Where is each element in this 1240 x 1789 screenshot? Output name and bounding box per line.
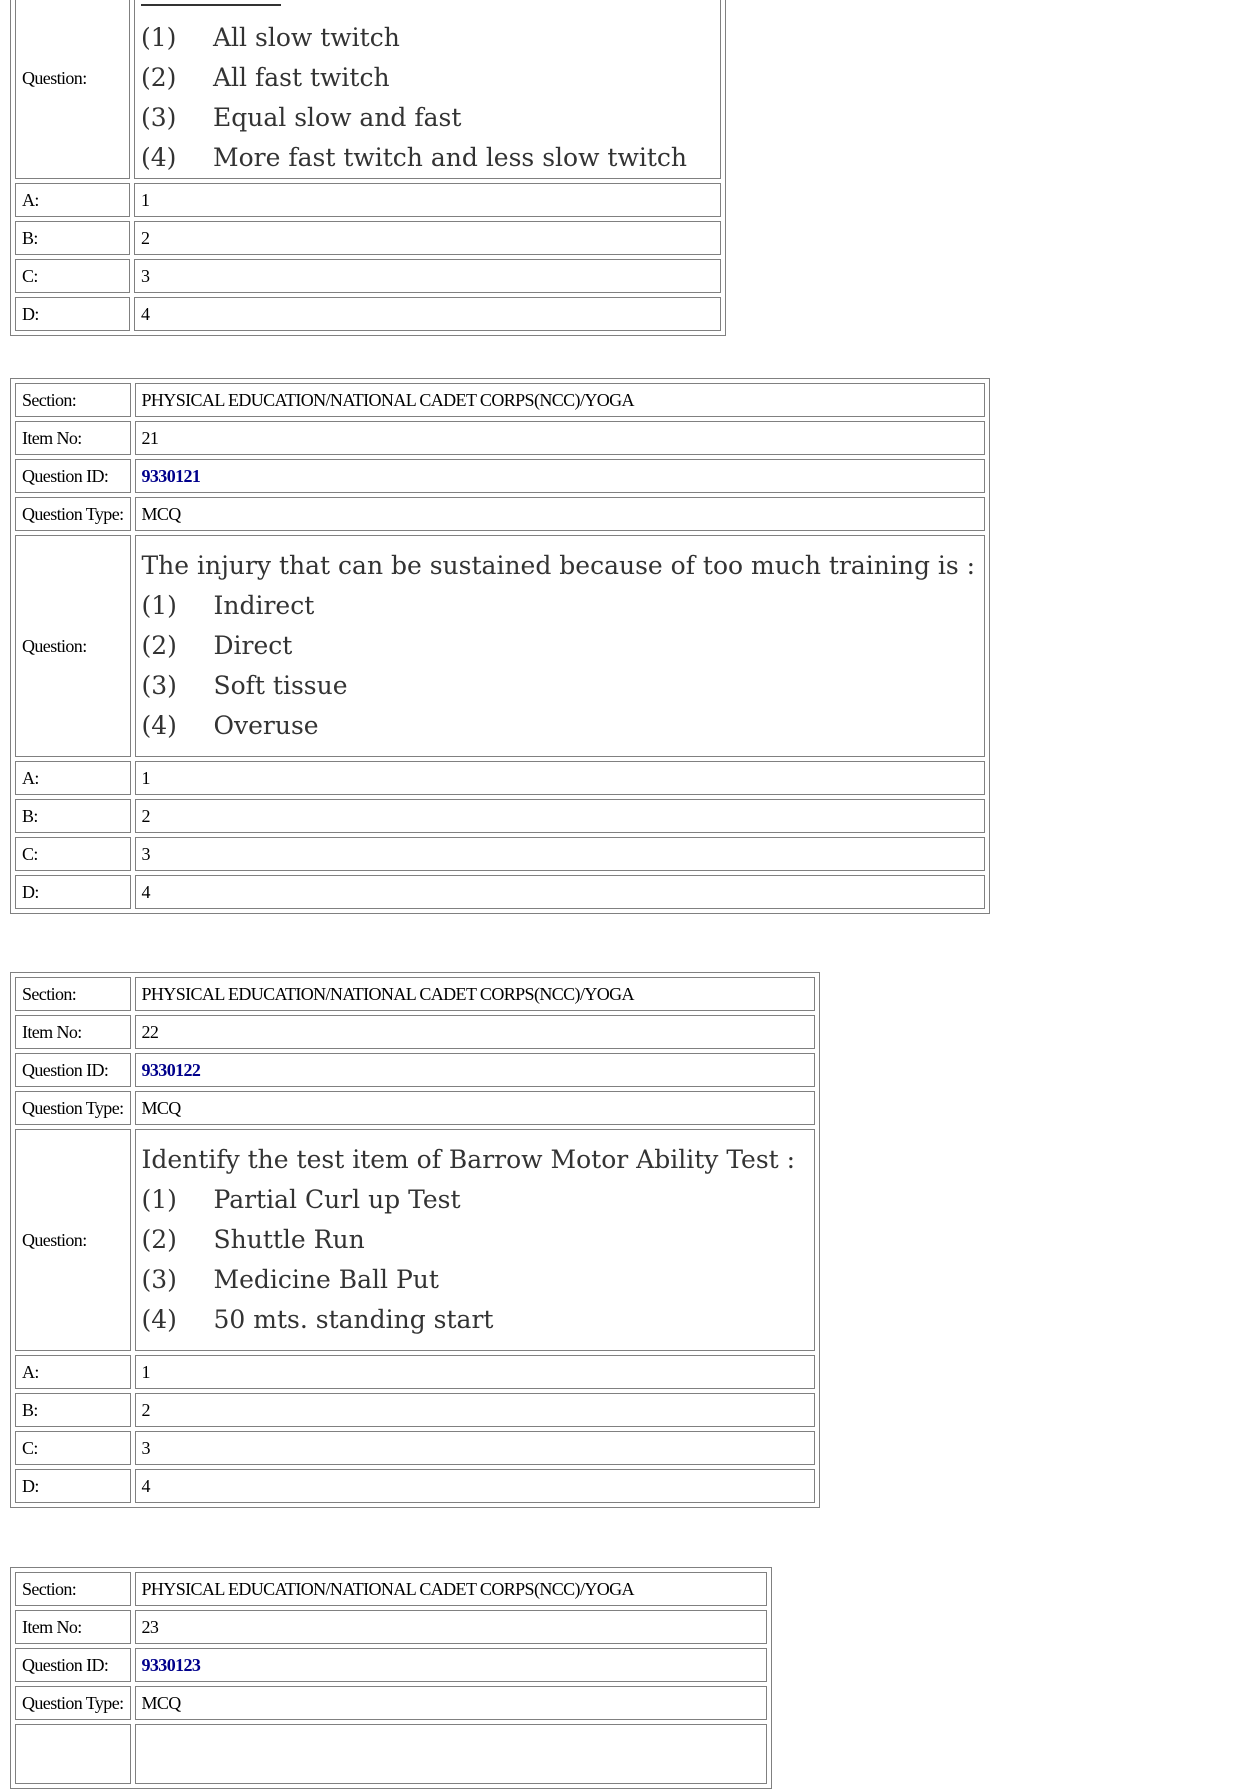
option-3: (3) Soft tissue <box>141 671 348 700</box>
question-id-label: Question ID: <box>15 459 131 493</box>
question-type-value: MCQ <box>135 1686 768 1720</box>
question-card-0 <box>10 0 726 336</box>
question-type-value: MCQ <box>135 497 986 531</box>
answer-d-value: 4 <box>135 875 986 909</box>
answer-d-value: 4 <box>135 1469 816 1503</box>
section-value: PHYSICAL EDUCATION/NATIONAL CADET CORPS(NCC)/YOGA <box>135 1572 768 1606</box>
section-value: PHYSICAL EDUCATION/NATIONAL CADET CORPS(NCC)/YOGA <box>135 977 816 1011</box>
question-card-21 <box>10 378 990 914</box>
question-id-label: Question ID: <box>15 1053 131 1087</box>
question-card-23 <box>10 1567 772 1789</box>
answer-b-value: 2 <box>134 221 721 255</box>
option-4: (4) Overuse <box>141 711 319 740</box>
answer-c-label: C: <box>15 259 130 293</box>
question-id-value: 9330123 <box>135 1648 768 1682</box>
item-no-value: 21 <box>135 421 986 455</box>
section-label: Section: <box>15 1572 131 1606</box>
option-1: (1) All slow twitch <box>141 23 400 52</box>
question-text: The injury that can be sustained because of too much training is : <box>141 551 976 580</box>
answer-a-label: A: <box>15 183 130 217</box>
item-no-label: Item No: <box>15 1015 131 1049</box>
answer-d-label: D: <box>15 875 131 909</box>
item-no-label: Item No: <box>15 421 131 455</box>
question-text-cut <box>141 0 714 18</box>
question-type-label: Question Type: <box>15 1091 131 1125</box>
question-type-label: Question Type: <box>15 497 131 531</box>
question-body-cut <box>135 1724 768 1784</box>
section-label: Section: <box>15 977 131 1011</box>
item-no-value: 23 <box>135 1610 768 1644</box>
question-body <box>135 535 986 757</box>
section-label: Section: <box>15 383 131 417</box>
option-4: (4) More fast twitch and less slow twitch <box>141 143 688 172</box>
option-2: (2) All fast twitch <box>141 63 390 92</box>
question-id-value: 9330122 <box>135 1053 816 1087</box>
answer-b-value: 2 <box>135 799 986 833</box>
answer-b-label: B: <box>15 799 131 833</box>
answer-b-value: 2 <box>135 1393 816 1427</box>
answer-a-value: 1 <box>135 761 986 795</box>
section-value: PHYSICAL EDUCATION/NATIONAL CADET CORPS(NCC)/YOGA <box>135 383 986 417</box>
option-1: (1) Partial Curl up Test <box>141 1185 461 1214</box>
question-type-label: Question Type: <box>15 1686 131 1720</box>
option-4: (4) 50 mts. standing start <box>141 1305 494 1334</box>
answer-b-label: B: <box>15 221 130 255</box>
item-no-label: Item No: <box>15 1610 131 1644</box>
question-id-label: Question ID: <box>15 1648 131 1682</box>
answer-c-label: C: <box>15 837 131 871</box>
question-id-value: 9330121 <box>135 459 986 493</box>
question-type-value: MCQ <box>135 1091 816 1125</box>
answer-c-value: 3 <box>135 837 986 871</box>
answer-a-value: 1 <box>134 183 721 217</box>
question-label: Question: <box>15 0 130 179</box>
answer-c-value: 3 <box>134 259 721 293</box>
option-3: (3) Equal slow and fast <box>141 103 462 132</box>
answer-d-value: 4 <box>134 297 721 331</box>
option-2: (2) Shuttle Run <box>141 1225 365 1254</box>
option-1: (1) Indirect <box>141 591 315 620</box>
question-card-22 <box>10 972 820 1508</box>
answer-a-label: A: <box>15 761 131 795</box>
question-text: Identify the test item of Barrow Motor Ability Test : <box>141 1145 796 1174</box>
option-3: (3) Medicine Ball Put <box>141 1265 439 1294</box>
question-body <box>134 0 721 179</box>
answer-c-label: C: <box>15 1431 131 1465</box>
answer-d-label: D: <box>15 1469 131 1503</box>
question-label: Question: <box>15 1129 131 1351</box>
question-body <box>135 1129 816 1351</box>
answer-c-value: 3 <box>135 1431 816 1465</box>
answer-d-label: D: <box>15 297 130 331</box>
answer-a-value: 1 <box>135 1355 816 1389</box>
question-label-cut <box>15 1724 131 1784</box>
answer-b-label: B: <box>15 1393 131 1427</box>
question-label: Question: <box>15 535 131 757</box>
item-no-value: 22 <box>135 1015 816 1049</box>
option-2: (2) Direct <box>141 631 293 660</box>
answer-a-label: A: <box>15 1355 131 1389</box>
